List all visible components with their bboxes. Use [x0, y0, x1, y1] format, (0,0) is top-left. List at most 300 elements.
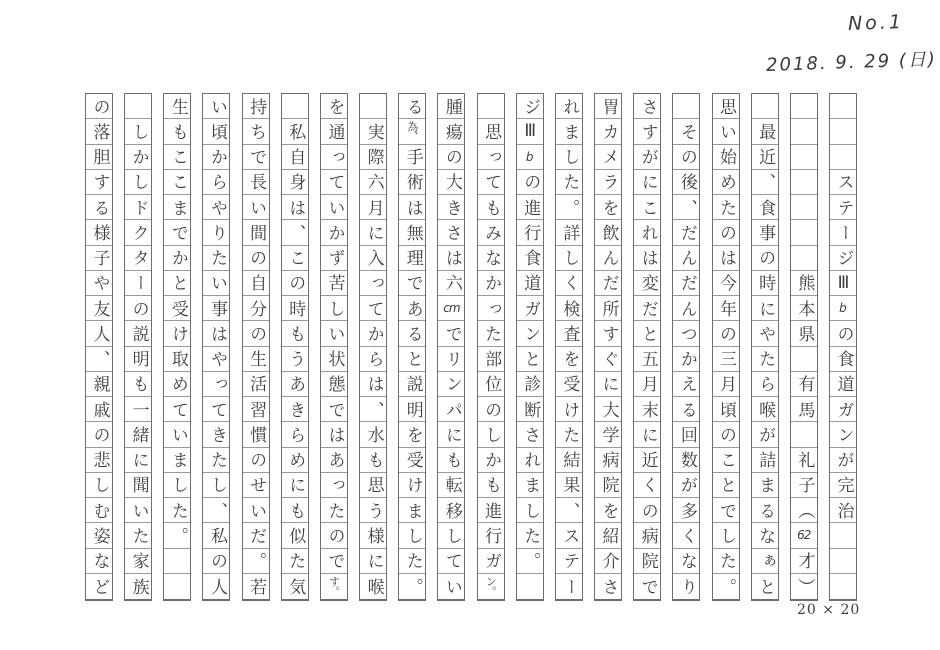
handwritten-character: こ — [167, 148, 188, 166]
manuscript-cell — [830, 220, 856, 245]
handwritten-character: 喉 — [363, 577, 384, 595]
manuscript-cell — [203, 119, 229, 144]
manuscript-cell — [556, 94, 582, 119]
handwritten-character: に — [637, 425, 658, 443]
handwritten-character: ち — [246, 122, 267, 140]
manuscript-cell — [399, 195, 425, 220]
manuscript-cell — [595, 549, 621, 574]
handwritten-character: 、 — [755, 173, 776, 191]
manuscript-cell — [634, 145, 660, 170]
handwritten-character: を — [598, 501, 619, 519]
manuscript-cell — [282, 246, 308, 271]
manuscript-cell — [634, 372, 660, 397]
manuscript-column — [712, 93, 740, 601]
handwritten-character: は — [402, 198, 423, 216]
handwritten-character: む — [89, 501, 110, 519]
manuscript-cell — [125, 296, 151, 321]
manuscript-column — [163, 93, 191, 601]
manuscript-cell — [752, 145, 778, 170]
handwritten-character: を — [559, 350, 580, 368]
manuscript-cell — [86, 170, 112, 195]
handwritten-character: 変 — [637, 274, 658, 292]
handwritten-character: ま — [402, 501, 423, 519]
handwritten-character: き — [206, 425, 227, 443]
manuscript-cell — [595, 246, 621, 271]
handwritten-character: と — [755, 577, 776, 595]
manuscript-cell — [478, 498, 504, 523]
handwritten-character: に — [637, 173, 658, 191]
manuscript-cell — [125, 271, 151, 296]
handwritten-character: ン — [441, 375, 462, 393]
manuscript-cell — [830, 422, 856, 447]
handwritten-character: く — [637, 476, 658, 494]
manuscript-cell — [830, 145, 856, 170]
manuscript-cell — [478, 321, 504, 346]
manuscript-cell — [595, 119, 621, 144]
manuscript-column — [398, 93, 426, 601]
manuscript-cell — [634, 170, 660, 195]
handwritten-character: し — [520, 501, 541, 519]
manuscript-cell — [164, 321, 190, 346]
manuscript-cell — [360, 195, 386, 220]
manuscript-cell — [360, 397, 386, 422]
handwritten-character: 通 — [324, 122, 345, 140]
handwritten-character: 県 — [794, 324, 815, 342]
manuscript-cell — [360, 347, 386, 372]
handwritten-character: 六 — [363, 173, 384, 191]
manuscript-cell — [517, 195, 543, 220]
handwritten-character: 移 — [441, 501, 462, 519]
manuscript-cell — [282, 448, 308, 473]
manuscript-cell — [713, 523, 739, 548]
manuscript-cell — [830, 397, 856, 422]
manuscript-cell — [791, 523, 817, 548]
manuscript-cell — [164, 397, 190, 422]
handwritten-character: と — [167, 274, 188, 292]
handwritten-character: た — [206, 249, 227, 267]
handwritten-character: 進 — [520, 198, 541, 216]
handwritten-character: も — [167, 122, 188, 140]
handwritten-character: の — [520, 173, 541, 191]
manuscript-cell — [595, 170, 621, 195]
handwritten-character: リ — [441, 350, 462, 368]
handwritten-character: に — [363, 552, 384, 570]
manuscript-cell — [164, 473, 190, 498]
manuscript-cell — [282, 145, 308, 170]
manuscript-cell — [673, 574, 699, 599]
handwritten-character: 生 — [167, 97, 188, 115]
handwritten-character: 熊 — [794, 274, 815, 292]
manuscript-cell — [203, 296, 229, 321]
manuscript-cell — [438, 372, 464, 397]
manuscript-cell — [673, 422, 699, 447]
manuscript-cell — [634, 296, 660, 321]
handwritten-character: 診 — [520, 375, 541, 393]
manuscript-cell — [478, 473, 504, 498]
handwritten-character: ん — [676, 299, 697, 317]
manuscript-cell — [321, 296, 347, 321]
handwritten-character: タ — [128, 249, 149, 267]
manuscript-cell — [830, 347, 856, 372]
handwritten-character: 月 — [716, 375, 736, 393]
manuscript-cell — [164, 498, 190, 523]
handwritten-character: 落 — [89, 122, 110, 140]
manuscript-cell — [556, 498, 582, 523]
manuscript-cell — [321, 473, 347, 498]
manuscript-cell — [673, 523, 699, 548]
manuscript-cell — [830, 549, 856, 574]
handwritten-character: 。 — [559, 198, 580, 216]
handwritten-character: っ — [481, 299, 502, 317]
manuscript-cell — [321, 347, 347, 372]
manuscript-cell — [713, 448, 739, 473]
handwritten-character: も — [128, 375, 149, 393]
manuscript-cell — [634, 498, 660, 523]
handwritten-character: 活 — [246, 375, 267, 393]
handwritten-character: 族 — [128, 577, 149, 595]
handwritten-character: な — [481, 249, 502, 267]
handwritten-character: ド — [128, 198, 149, 216]
manuscript-cell — [86, 94, 112, 119]
manuscript-cell — [830, 523, 856, 548]
handwritten-character: も — [285, 501, 306, 519]
manuscript-cell — [752, 397, 778, 422]
handwritten-character: 無 — [402, 223, 423, 241]
manuscript-cell — [713, 498, 739, 523]
handwritten-character: だ — [246, 526, 267, 544]
manuscript-cell — [791, 347, 817, 372]
handwritten-character: 習 — [246, 400, 267, 418]
manuscript-cell — [478, 195, 504, 220]
handwritten-character: の — [441, 148, 462, 166]
manuscript-cell — [478, 94, 504, 119]
handwritten-character: の — [246, 324, 267, 342]
handwritten-character: ら — [755, 375, 776, 393]
manuscript-cell — [282, 321, 308, 346]
manuscript-cell — [791, 246, 817, 271]
manuscript-cell — [517, 119, 543, 144]
handwritten-character: れ — [559, 97, 580, 115]
manuscript-cell — [282, 498, 308, 523]
manuscript-cell — [673, 549, 699, 574]
manuscript-cell — [556, 523, 582, 548]
handwritten-character: 今 — [716, 274, 736, 292]
manuscript-cell — [360, 574, 386, 599]
handwritten-character: 為、 — [405, 121, 419, 142]
handwritten-character: も — [441, 451, 462, 469]
manuscript-column — [124, 93, 152, 601]
handwritten-character: テ — [559, 552, 580, 570]
handwritten-character: が — [676, 476, 697, 494]
manuscript-cell — [321, 170, 347, 195]
manuscript-column — [437, 93, 465, 601]
handwritten-character: さ — [520, 425, 541, 443]
manuscript-column — [790, 93, 818, 601]
manuscript-cell — [752, 170, 778, 195]
manuscript-cell — [282, 523, 308, 548]
handwritten-character: か — [206, 148, 227, 166]
handwritten-character: で — [441, 324, 462, 342]
manuscript-cell — [791, 170, 817, 195]
manuscript-cell — [282, 94, 308, 119]
manuscript-cell — [830, 372, 856, 397]
manuscript-cell — [282, 549, 308, 574]
manuscript-cell — [595, 422, 621, 447]
handwritten-character: 。 — [402, 577, 423, 595]
handwritten-character: に — [363, 223, 384, 241]
handwritten-character: 食 — [520, 249, 541, 267]
handwritten-character: し — [206, 476, 227, 494]
handwritten-character: テ — [833, 198, 854, 216]
manuscript-cell — [791, 448, 817, 473]
handwritten-character: 喉 — [755, 400, 776, 418]
handwritten-character: 転 — [441, 476, 462, 494]
manuscript-cell — [243, 296, 269, 321]
handwritten-character: 分 — [246, 299, 267, 317]
manuscript-cell — [164, 195, 190, 220]
handwritten-character: ら — [206, 173, 227, 191]
manuscript-cell — [752, 347, 778, 372]
handwritten-character: っ — [363, 274, 384, 292]
manuscript-cell — [517, 271, 543, 296]
manuscript-cell — [399, 296, 425, 321]
handwritten-character: い — [128, 501, 149, 519]
handwritten-character: た — [324, 501, 345, 519]
manuscript-cell — [517, 145, 543, 170]
manuscript-cell — [595, 145, 621, 170]
handwritten-character: 、 — [89, 350, 110, 368]
handwritten-character: の — [833, 324, 854, 342]
manuscript-cell — [203, 473, 229, 498]
manuscript-cell — [478, 422, 504, 447]
manuscript-cell — [86, 473, 112, 498]
manuscript-cell — [634, 271, 660, 296]
handwritten-character: こ — [167, 173, 188, 191]
handwritten-character: い — [246, 198, 267, 216]
handwritten-character: つ — [676, 324, 697, 342]
manuscript-cell — [752, 94, 778, 119]
manuscript-cell — [399, 347, 425, 372]
manuscript-cell — [438, 321, 464, 346]
manuscript-cell — [713, 170, 739, 195]
manuscript-cell — [713, 119, 739, 144]
manuscript-cell — [478, 448, 504, 473]
handwritten-character: 長 — [246, 173, 267, 191]
handwritten-character: 生 — [246, 350, 267, 368]
handwritten-character: ク — [128, 223, 149, 241]
manuscript-cell — [321, 220, 347, 245]
handwritten-character: ガ — [520, 299, 541, 317]
handwritten-character: の — [89, 97, 110, 115]
handwritten-character: 。 — [520, 552, 541, 570]
handwritten-character: 思 — [716, 97, 736, 115]
manuscript-cell — [438, 145, 464, 170]
handwritten-character: 62 — [797, 528, 811, 543]
manuscript-cell — [125, 397, 151, 422]
handwritten-character: や — [206, 198, 227, 216]
handwritten-character: 自 — [285, 148, 306, 166]
manuscript-cell — [673, 296, 699, 321]
handwritten-character: る — [755, 501, 776, 519]
handwritten-character: 所 — [598, 299, 619, 317]
handwritten-character: 飲 — [598, 223, 619, 241]
handwritten-character: で — [402, 274, 423, 292]
manuscript-cell — [673, 145, 699, 170]
manuscript-cell — [203, 372, 229, 397]
manuscript-cell — [243, 448, 269, 473]
handwritten-character: 子 — [794, 476, 815, 494]
handwritten-character: ー — [559, 577, 580, 595]
manuscript-cell — [752, 195, 778, 220]
manuscript-cell — [556, 145, 582, 170]
manuscript-cell — [243, 271, 269, 296]
manuscript-cell — [830, 246, 856, 271]
manuscript-cell — [556, 397, 582, 422]
manuscript-cell — [203, 549, 229, 574]
manuscript-cell — [791, 195, 817, 220]
manuscript-cell — [399, 220, 425, 245]
manuscript-cell — [830, 119, 856, 144]
handwritten-character: 断 — [520, 400, 541, 418]
manuscript-cell — [752, 321, 778, 346]
handwritten-character: 紹 — [598, 526, 619, 544]
manuscript-cell — [595, 372, 621, 397]
manuscript-cell — [360, 321, 386, 346]
handwritten-character: の — [755, 249, 776, 267]
handwritten-character: け — [167, 324, 188, 342]
manuscript-cell — [243, 321, 269, 346]
manuscript-column — [672, 93, 700, 601]
handwritten-character: く — [676, 526, 697, 544]
manuscript-cell — [438, 549, 464, 574]
manuscript-cell — [478, 549, 504, 574]
manuscript-cell — [360, 271, 386, 296]
handwritten-character: Ⅲ — [520, 121, 541, 142]
handwritten-character: 実 — [363, 122, 384, 140]
manuscript-cell — [203, 271, 229, 296]
handwritten-character: と — [716, 476, 736, 494]
manuscript-cell — [203, 347, 229, 372]
handwritten-character: て — [441, 552, 462, 570]
handwritten-character: 院 — [637, 552, 658, 570]
handwritten-character: る — [402, 97, 423, 115]
manuscript-cell — [321, 448, 347, 473]
manuscript-cell — [517, 422, 543, 447]
manuscript-cell — [673, 170, 699, 195]
manuscript-cell — [125, 170, 151, 195]
manuscript-cell — [203, 523, 229, 548]
manuscript-cell — [791, 296, 817, 321]
manuscript-cell — [478, 145, 504, 170]
manuscript-cell — [360, 372, 386, 397]
handwritten-character: 胃 — [598, 97, 619, 115]
handwritten-character: 五 — [637, 350, 658, 368]
handwritten-character: 回 — [676, 425, 697, 443]
manuscript-grid — [85, 93, 857, 601]
manuscript-cell — [438, 574, 464, 599]
manuscript-cell — [556, 220, 582, 245]
handwritten-character: 聞 — [128, 476, 149, 494]
handwritten-character: さ — [598, 577, 619, 595]
handwritten-character: 有 — [794, 375, 815, 393]
handwritten-character: か — [363, 324, 384, 342]
handwritten-character: が — [637, 148, 658, 166]
manuscript-cell — [556, 246, 582, 271]
handwritten-character: 水 — [363, 425, 384, 443]
manuscript-cell — [438, 523, 464, 548]
manuscript-cell — [438, 473, 464, 498]
manuscript-cell — [478, 397, 504, 422]
handwritten-character: は — [285, 198, 306, 216]
handwritten-character: や — [89, 274, 110, 292]
manuscript-cell — [517, 574, 543, 599]
handwritten-character: 間 — [246, 223, 267, 241]
manuscript-cell — [282, 119, 308, 144]
handwritten-character: り — [206, 223, 227, 241]
manuscript-cell — [203, 145, 229, 170]
handwritten-character: し — [716, 526, 736, 544]
handwritten-character: ガ — [481, 552, 502, 570]
handwritten-character: み — [481, 223, 502, 241]
handwritten-character: 受 — [402, 451, 423, 469]
handwritten-character: し — [324, 299, 345, 317]
handwritten-character: は — [716, 249, 736, 267]
manuscript-cell — [86, 498, 112, 523]
handwritten-character: た — [167, 501, 188, 519]
manuscript-cell — [791, 574, 817, 599]
manuscript-cell — [86, 321, 112, 346]
manuscript-cell — [478, 574, 504, 599]
manuscript-cell — [321, 195, 347, 220]
manuscript-column — [516, 93, 544, 601]
handwritten-character: を — [324, 97, 345, 115]
handwritten-character: 緒 — [128, 425, 149, 443]
handwritten-character: ガ — [833, 400, 854, 418]
manuscript-cell — [713, 574, 739, 599]
handwritten-character: で — [716, 501, 736, 519]
handwritten-character: 戚 — [89, 400, 110, 418]
manuscript-cell — [478, 523, 504, 548]
manuscript-cell — [556, 473, 582, 498]
manuscript-cell — [791, 473, 817, 498]
handwritten-character: が — [833, 451, 854, 469]
manuscript-cell — [203, 498, 229, 523]
handwritten-character: で — [324, 400, 345, 418]
manuscript-cell — [517, 498, 543, 523]
handwritten-character: を — [402, 425, 423, 443]
manuscript-cell — [713, 321, 739, 346]
handwritten-character: b — [525, 149, 534, 164]
handwritten-character: 似 — [285, 526, 306, 544]
handwritten-character: の — [637, 501, 658, 519]
manuscript-cell — [243, 246, 269, 271]
manuscript-cell — [125, 246, 151, 271]
manuscript-cell — [203, 195, 229, 220]
handwritten-character: cm — [443, 301, 460, 316]
manuscript-cell — [360, 94, 386, 119]
manuscript-cell — [478, 372, 504, 397]
manuscript-cell — [399, 397, 425, 422]
handwritten-character: た — [559, 173, 580, 191]
manuscript-cell — [517, 473, 543, 498]
manuscript-cell — [125, 94, 151, 119]
manuscript-cell — [86, 574, 112, 599]
manuscript-cell — [438, 422, 464, 447]
manuscript-column — [477, 93, 505, 601]
handwritten-character: た — [285, 552, 306, 570]
manuscript-cell — [399, 246, 425, 271]
manuscript-cell — [203, 448, 229, 473]
